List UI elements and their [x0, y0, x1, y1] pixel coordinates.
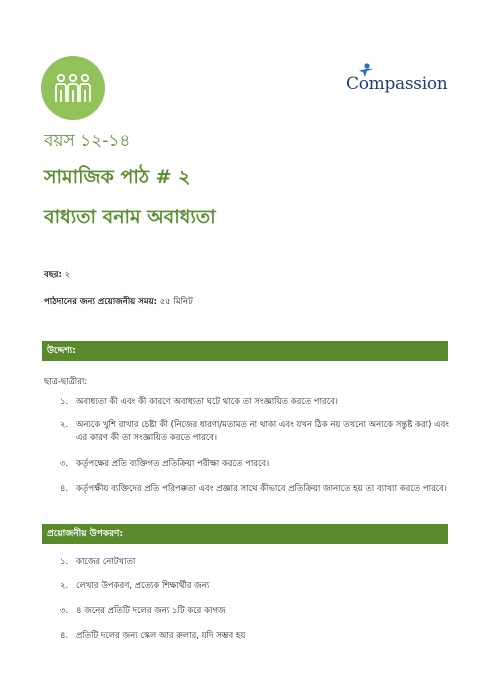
item-text: লেখার উপকরণ, প্রত্যেক শিক্ষার্থীর জন্য: [76, 581, 210, 591]
item-number: ১.: [60, 397, 69, 407]
logo-badge: [41, 56, 105, 120]
brand-name: Compassion: [346, 74, 448, 94]
item-text: প্রতিটি দলের জন্য স্কেল আর রুলার, যদি সম্ভব হয়: [76, 631, 246, 641]
time-line: [44, 295, 193, 309]
item-number: ৩.: [60, 459, 69, 469]
year-line: [44, 268, 70, 282]
people-group-icon: [41, 56, 105, 120]
item-text: অবাধ্যতা কী এবং কী কারণে অবাধ্যতা ঘটে থাকে তা সংজ্ঞায়িত করতে পারবে।: [76, 397, 338, 407]
item-number: ২.: [60, 581, 69, 591]
item-text: ৪ জনের প্রতিটি দলের জন্য ১টি করে কাগজ: [76, 606, 226, 616]
item-number: ২.: [60, 420, 69, 430]
age-range: বয়স ১২-১৪: [44, 131, 131, 151]
materials-heading: প্রয়োজনীয় উপকরণ:: [42, 524, 448, 544]
item-text: কাজের নোটখাতা: [76, 557, 136, 567]
year-value: ২: [64, 270, 71, 280]
compassion-logo: [346, 62, 446, 98]
year-label: বছর:: [44, 270, 62, 280]
item-number: ৪.: [60, 484, 69, 494]
time-label: পাঠদানের জন্য প্রয়োজনীয় সময়:: [44, 297, 157, 307]
objectives-heading: উদ্দেশ্য:: [42, 341, 448, 361]
time-value: ৫৫ মিনিট: [159, 297, 193, 307]
item-number: ১.: [60, 557, 69, 567]
objectives-intro: ছাত্র-ছাত্রীরা:: [44, 377, 88, 387]
topic-title: বাধ্যতা বনাম অবাধ্যতা: [44, 206, 216, 228]
item-text: অন্যকে খুশি রাখার চেষ্টা কী (নিজের ধারণা/মতামত না থাকা এবং যখন ঠিক নয় তখনো অন্যকে সন্তুষ্ট করা) এবং এর কারণ কী তা সংজ্ঞায়িত করতে পারবে।: [76, 420, 449, 443]
item-number: ৪.: [60, 631, 69, 641]
item-text: কর্তৃপক্ষীয় ব্যক্তিদের প্রতি পরিপক্কতা এবং প্রজ্ঞার সাথে কীভাবে প্রতিক্রিয়া জানাতে হয় তা ব্যাখ্যা করতে পারবে।: [76, 484, 447, 494]
item-text: কর্তৃপক্ষের প্রতি ব্যক্তিগত প্রতিক্রিয়া পরীক্ষা করতে পারবে।: [76, 459, 270, 469]
lesson-title: সামাজিক পাঠ # ২: [44, 166, 191, 188]
item-number: ৩.: [60, 606, 69, 616]
